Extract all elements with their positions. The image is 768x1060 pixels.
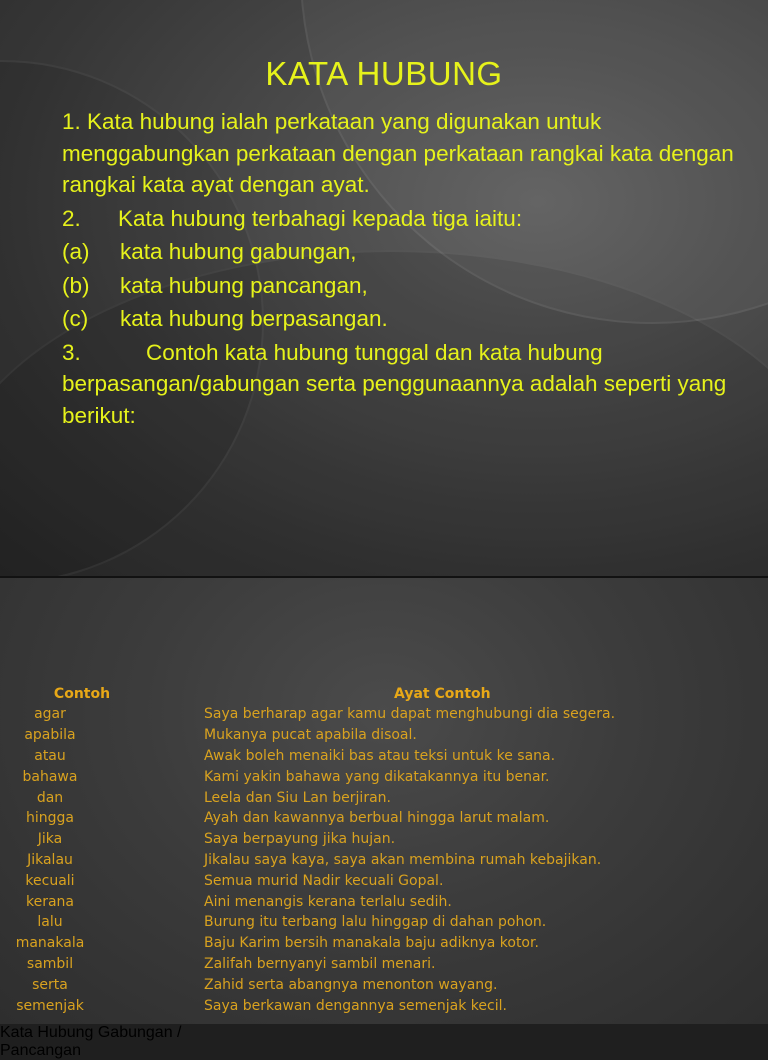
contoh-cell: semenjak — [16, 997, 84, 1014]
contoh-cell: hingga — [26, 810, 74, 827]
paragraph-text: Kata hubung terbahagi kepada tiga iaitu: — [118, 205, 523, 231]
table-row — [0, 829, 639, 850]
contoh-cell: kecuali — [25, 872, 75, 889]
paragraph-text: Kata hubung ialah perkataan yang digunakan untuk menggabungkan perkataan dengan perkataan rangkai kata dengan rangkai kata ayat dengan ayat. — [62, 109, 734, 197]
contoh-cell: dan — [36, 789, 64, 806]
ayat-contoh-cell: Zalifah bernyanyi sambil menari. — [204, 955, 436, 972]
contoh-cell: atau — [34, 747, 66, 764]
ayat-contoh-cell: Awak boleh menaiki bas atau teksi untuk ke sana. — [204, 747, 556, 764]
slide-title — [0, 1024, 181, 1060]
header-contoh: Contoh — [53, 686, 111, 702]
table-row — [0, 704, 639, 725]
paragraph-number: 3. — [62, 339, 81, 365]
header-ayat-contoh: Ayat Contoh — [394, 686, 491, 702]
contoh-cell: serta — [32, 976, 68, 993]
title-line: Pancangan — [0, 1042, 81, 1059]
list-marker: (c) — [62, 306, 89, 331]
table-row — [0, 850, 639, 871]
slide-body — [62, 106, 752, 433]
table-row — [0, 746, 639, 767]
list-marker: (b) — [62, 272, 90, 298]
paragraph-number: 2. — [62, 205, 81, 231]
paragraph-2 — [62, 203, 752, 235]
contoh-cell: Jika — [37, 831, 63, 848]
ayat-contoh-cell: Aini menangis kerana terlalu sedih. — [204, 893, 452, 910]
table-row — [0, 954, 639, 975]
table-header-row — [0, 684, 639, 704]
ayat-contoh-cell: Jikalau saya kaya, saya akan membina rumah kebajikan. — [204, 851, 602, 868]
ayat-contoh-cell: Burung itu terbang lalu hinggap di dahan pohon. — [204, 914, 547, 931]
contoh-cell: lalu — [37, 914, 63, 931]
examples-table-wrap — [0, 684, 768, 1016]
table-row — [0, 787, 639, 808]
paragraph-1 — [62, 106, 752, 201]
title-line: Kata Hubung Gabungan / — [0, 1024, 182, 1041]
list-item-a — [62, 236, 752, 268]
ayat-contoh-cell: Leela dan Siu Lan berjiran. — [204, 789, 391, 806]
ayat-contoh-cell: Semua murid Nadir kecuali Gopal. — [204, 872, 444, 889]
ayat-contoh-cell: Saya berpayung jika hujan. — [204, 831, 396, 848]
table-row — [0, 766, 639, 787]
table-row — [0, 933, 639, 954]
ayat-contoh-cell: Saya berharap agar kamu dapat menghubungi dia segera. — [204, 706, 616, 723]
ayat-contoh-cell: Kami yakin bahawa yang dikatakannya itu benar. — [204, 768, 550, 785]
table-row — [0, 808, 639, 829]
list-item-c — [62, 303, 752, 335]
table-row — [0, 912, 639, 933]
paragraph-3 — [62, 337, 752, 432]
list-text: kata hubung gabungan, — [120, 239, 357, 264]
slide-title: KATA HUBUNG — [265, 55, 503, 92]
paragraph-text: Contoh kata hubung tunggal dan kata hubung berpasangan/gabungan serta penggunaannya adalah seperti yang berikut: — [62, 339, 727, 428]
list-marker: (a) — [62, 239, 90, 264]
contoh-cell: apabila — [24, 727, 76, 744]
ayat-contoh-cell: Saya berkawan dengannya semenjak kecil. — [204, 997, 507, 1014]
ayat-contoh-cell: Ayah dan kawannya berbual hingga larut malam. — [204, 810, 550, 827]
ayat-contoh-cell: Zahid serta abangnya menonton wayang. — [204, 976, 498, 993]
paragraph-number: 1. — [62, 109, 81, 134]
contoh-cell: sambil — [26, 955, 74, 972]
list-text: kata hubung pancangan, — [120, 272, 368, 298]
table-row — [0, 891, 639, 912]
contoh-cell: kerana — [25, 893, 74, 910]
list-text: kata hubung berpasangan. — [120, 306, 388, 331]
ayat-contoh-cell: Mukanya pucat apabila disoal. — [204, 727, 417, 744]
contoh-cell: bahawa — [22, 768, 78, 785]
contoh-cell: manakala — [15, 935, 85, 952]
examples-table — [0, 684, 639, 1016]
list-item-b — [62, 270, 752, 302]
table-row — [0, 995, 639, 1016]
ayat-contoh-cell: Baju Karim bersih manakala baju adiknya kotor. — [204, 935, 539, 952]
table-row — [0, 974, 639, 995]
contoh-cell: Jikalau — [27, 851, 73, 868]
table-row — [0, 870, 639, 891]
contoh-cell: agar — [34, 706, 66, 723]
table-row — [0, 725, 639, 746]
